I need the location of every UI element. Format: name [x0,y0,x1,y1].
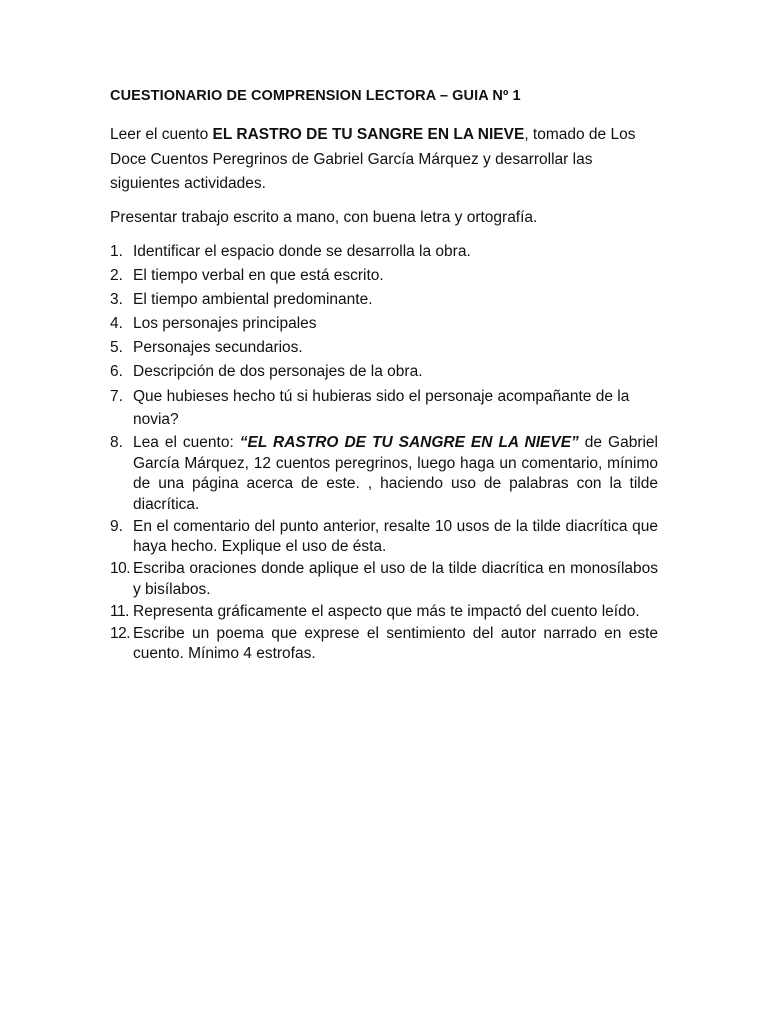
question-number: 8. [110,434,123,451]
question-text: Escriba oraciones donde aplique el uso de la tilde diacrítica en monosílabos y bisílabos. [133,560,658,598]
question-item-4 [110,313,658,336]
question-text: El tiempo verbal en que está escrito. [133,266,384,284]
question-item-3 [110,289,658,312]
question-list [110,241,658,665]
question-number: 5. [110,338,123,356]
question-item-2 [110,265,658,288]
question-number: 4. [110,314,123,332]
intro-text-end: , tomado de Los Doce Cuentos Peregrinos de Gabriel García Márquez y desarrollar las siguientes actividades. [110,126,636,192]
question-number: 9. [110,517,123,535]
question-text: En el comentario del punto anterior, resalte 10 usos de la tilde diacrítica que haya hecho. Explique el uso de ésta. [133,517,658,555]
question-text: Los personajes principales [133,314,317,332]
question-number: 3. [110,290,123,308]
question-item-7 [110,385,658,432]
question-number: 1. [110,242,123,260]
instruction-paragraph: Presentar trabajo escrito a mano, con buena letra y ortografía. [110,208,538,226]
question-text-end: de Gabriel García Márquez, 12 cuentos peregrinos, luego haga un comentario, mínimo de una página acerca de este. , haciendo uso de palabras con la tilde diacrítica. [133,434,658,513]
question-item-10 [110,559,658,600]
question-number: 10. [110,560,131,577]
question-item-1 [110,241,658,264]
question-number: 12. [110,624,131,642]
question-item-9 [110,517,658,558]
document-title: CUESTIONARIO DE COMPRENSION LECTORA – GUIA Nº 1 [110,88,521,104]
question-text-start: Lea el cuento: [133,434,240,451]
question-number: 7. [110,387,123,405]
question-number: 2. [110,266,123,284]
question-item-6 [110,361,658,384]
question-text: Escribe un poema que exprese el sentimiento del autor narrado en este cuento. Mínimo 4 estrofas. [133,624,658,662]
story-title: “EL RASTRO DE TU SANGRE EN LA NIEVE” [239,434,579,451]
question-item-12 [110,624,658,665]
book-title: EL RASTRO DE TU SANGRE EN LA NIEVE [212,126,525,143]
question-text: Identificar el espacio donde se desarrolla la obra. [133,242,471,260]
question-text: Que hubieses hecho tú si hubieras sido el personaje acompañante de la novia? [133,387,630,428]
question-number: 11. [110,602,129,620]
question-text: El tiempo ambiental predominante. [133,290,373,308]
question-item-11 [110,602,658,623]
question-text: Representa gráficamente el aspecto que más te impactó del cuento leído. [133,602,640,620]
question-text: Personajes secundarios. [133,338,303,356]
question-text: Descripción de dos personajes de la obra. [133,362,423,380]
question-item-5 [110,337,658,360]
intro-text-start: Leer el cuento [110,126,213,143]
intro-paragraph [110,123,658,197]
question-number: 6. [110,362,123,380]
document-body [110,86,658,666]
question-item-8 [110,433,658,515]
